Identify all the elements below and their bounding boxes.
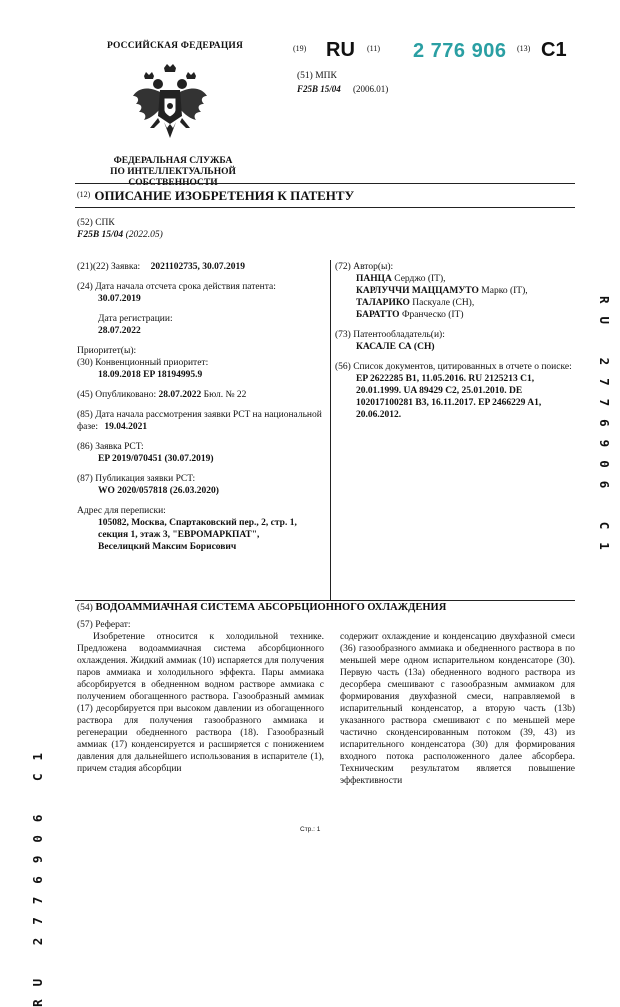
published-label: (45) Опубликовано: <box>77 390 157 400</box>
pct-publication-label: (87) Публикация заявки PCT: <box>77 474 196 484</box>
author-given: Марко (IT), <box>481 286 528 296</box>
convention-value: 18.09.2018 EP 18194995.9 <box>98 370 203 380</box>
kind-code: C1 <box>541 39 567 61</box>
code-13: (13) <box>517 44 531 53</box>
agency-line-1: ФЕДЕРАЛЬНАЯ СЛУЖБА <box>113 156 233 166</box>
country-code: RU <box>326 39 355 61</box>
term-start-value: 30.07.2019 <box>98 294 141 304</box>
priority-field <box>77 345 327 381</box>
author-name: БАРАТТО <box>356 310 400 320</box>
author-name: ТАЛАРИКО <box>356 298 410 308</box>
doc-title-code: (12) <box>77 190 91 199</box>
author-entry <box>335 285 575 297</box>
ipc-line <box>297 84 388 94</box>
divider <box>75 183 575 184</box>
agency-line-2: ПО ИНТЕЛЛЕКТУАЛЬНОЙ СОБСТВЕННОСТИ <box>110 167 236 188</box>
abstract-label: (57) Реферат: <box>77 620 131 630</box>
registration-label: Дата регистрации: <box>98 314 173 324</box>
application-value: 2021102735, 30.07.2019 <box>150 262 246 272</box>
term-start-label: (24) Дата начала отсчета срока действия патента: <box>77 282 276 292</box>
pct-start-label: (85) Дата начала рассмотрения заявки PCT на национальной фазе: <box>77 410 322 432</box>
cpc-block <box>77 217 163 241</box>
coat-of-arms-emblem <box>130 62 210 152</box>
address-field <box>77 505 327 553</box>
pct-publication-value: WO 2020/057818 (26.03.2020) <box>98 486 219 496</box>
address-line: Веселицкий Максим Борисович <box>98 542 237 552</box>
registration-field <box>77 313 327 337</box>
invention-title-text: ВОДОАММИАЧНАЯ СИСТЕМА АБСОРБЦИОННОГО ОХЛАЖДЕНИЯ <box>95 602 447 613</box>
patent-number: 2 776 906 <box>413 40 507 62</box>
cpc-label: (52) СПК <box>77 218 115 228</box>
term-start-field <box>77 281 327 305</box>
author-given: Франческо (IT) <box>401 310 464 320</box>
ipc-class: F25B 15/04 <box>297 84 341 94</box>
cited-docs-value: EP 2622285 B1, 11.05.2016. RU 2125213 C1, 20.01.1999. UA 89429 C2, 25.01.2010. DE 102017100281 B3, 16.11.2017. EP 2466229 A1, 20.06.2012. <box>356 374 542 420</box>
ipc-label: (51) МПК <box>297 71 337 81</box>
address-line: 105082, Москва, Спартаковский пер., 2, стр. 1, <box>98 518 297 528</box>
pct-start-field <box>77 409 327 433</box>
published-value: 28.07.2022 <box>158 390 202 400</box>
side-code-left: RU 2776906 C1 <box>30 740 45 1007</box>
author-name: ПАНЦА <box>356 274 392 284</box>
cited-docs-label: (56) Список документов, цитированных в отчете о поиске: <box>335 362 572 372</box>
invention-title-code: (54) <box>77 603 93 613</box>
side-code-right: RU 2776906 C1 <box>597 296 612 563</box>
code-19: (19) <box>293 44 307 53</box>
owner-field <box>335 329 575 353</box>
abstract-column-1: Изобретение относится к холодильной технике. Предложена водоаммиачная система абсорбционного охлаждения. Жидкий аммиак (10) испаряется для получения паров аммиака и холодильного эффекта. Пары аммиака абсорбируется в обедненном водном растворе аммиака с получением обогащенного раствора. Газообразный аммиак (17) десорбируется при высоком давлении из обогащенного раствора для получения газообразного аммиака и регенерации обедненного раствора (18). Газообразный аммиак (17) конденсируется и расширяется с понижением давления для дальнейшего использования в испарителе (1), причем стадия абсорбции <box>77 632 324 774</box>
page-number: Стр.: 1 <box>300 826 321 833</box>
pct-start-value: 19.04.2021 <box>104 422 148 432</box>
owner-value: КАСАЛЕ СА (CH) <box>356 342 435 352</box>
convention-label: (30) Конвенционный приоритет: <box>77 358 209 368</box>
invention-title <box>77 602 446 614</box>
bibliographic-left <box>77 261 327 561</box>
published-field <box>77 389 327 401</box>
address-line: секция 1, этаж 3, "ЕВРОМАРКПАТ", <box>98 530 260 540</box>
cpc-year: (2022.05) <box>125 230 163 240</box>
pct-application-value: EP 2019/070451 (30.07.2019) <box>98 454 214 464</box>
divider <box>75 207 575 208</box>
authors-field <box>335 261 575 321</box>
abstract-column-2: содержит охлаждение и конденсацию двухфазной смеси (36) газообразного аммиака и обедненного раствора в по меньшей мере одном испарительном конденсаторе (30). Первую часть (13a) обедненного водного раствора из десорбера смешивают с газообразным аммиаком для формирования двухфазной смеси, направляемой в испарительный конденсатор, а вторую часть (13b) указанного раствора смешивают с по меньшей мере частично сконденсированным потоком (39, 43) из испарительного конденсатора (30) для формирования входного потока расположенного далее абсорбера. Техническим результатом является повышение эффективности <box>340 632 575 786</box>
application-label: (21)(22) Заявка: <box>77 262 141 272</box>
divider <box>75 600 575 601</box>
application-field <box>77 261 327 273</box>
ipc-year: (2006.01) <box>353 84 389 94</box>
pct-application-field <box>77 441 327 465</box>
author-name: КАРЛУЧЧИ МАЦЦАМУТО <box>356 286 479 296</box>
country-title: РОССИЙСКАЯ ФЕДЕРАЦИЯ <box>107 41 244 51</box>
authors-label: (72) Автор(ы): <box>335 262 394 272</box>
author-given: Паскуале (CH), <box>412 298 475 308</box>
owner-label: (73) Патентообладатель(и): <box>335 330 445 340</box>
agency-name <box>78 156 268 189</box>
column-divider <box>330 260 331 600</box>
registration-value: 28.07.2022 <box>98 326 141 336</box>
code-11: (11) <box>367 44 381 53</box>
bulletin-number: Бюл. № 22 <box>203 390 247 400</box>
cited-docs-field <box>335 361 575 421</box>
doc-title-text: ОПИСАНИЕ ИЗОБРЕТЕНИЯ К ПАТЕНТУ <box>94 188 355 203</box>
author-entry <box>335 297 575 309</box>
pct-publication-field <box>77 473 327 497</box>
bibliographic-right <box>335 261 575 429</box>
document-title <box>77 188 354 204</box>
cpc-class: F25B 15/04 <box>77 230 124 240</box>
author-entry <box>335 309 575 321</box>
author-entry <box>335 273 575 285</box>
address-label: Адрес для переписки: <box>77 506 166 516</box>
author-given: Серджо (IT), <box>394 274 446 284</box>
pct-application-label: (86) Заявка PCT: <box>77 442 144 452</box>
priority-label: Приоритет(ы): <box>77 346 137 356</box>
